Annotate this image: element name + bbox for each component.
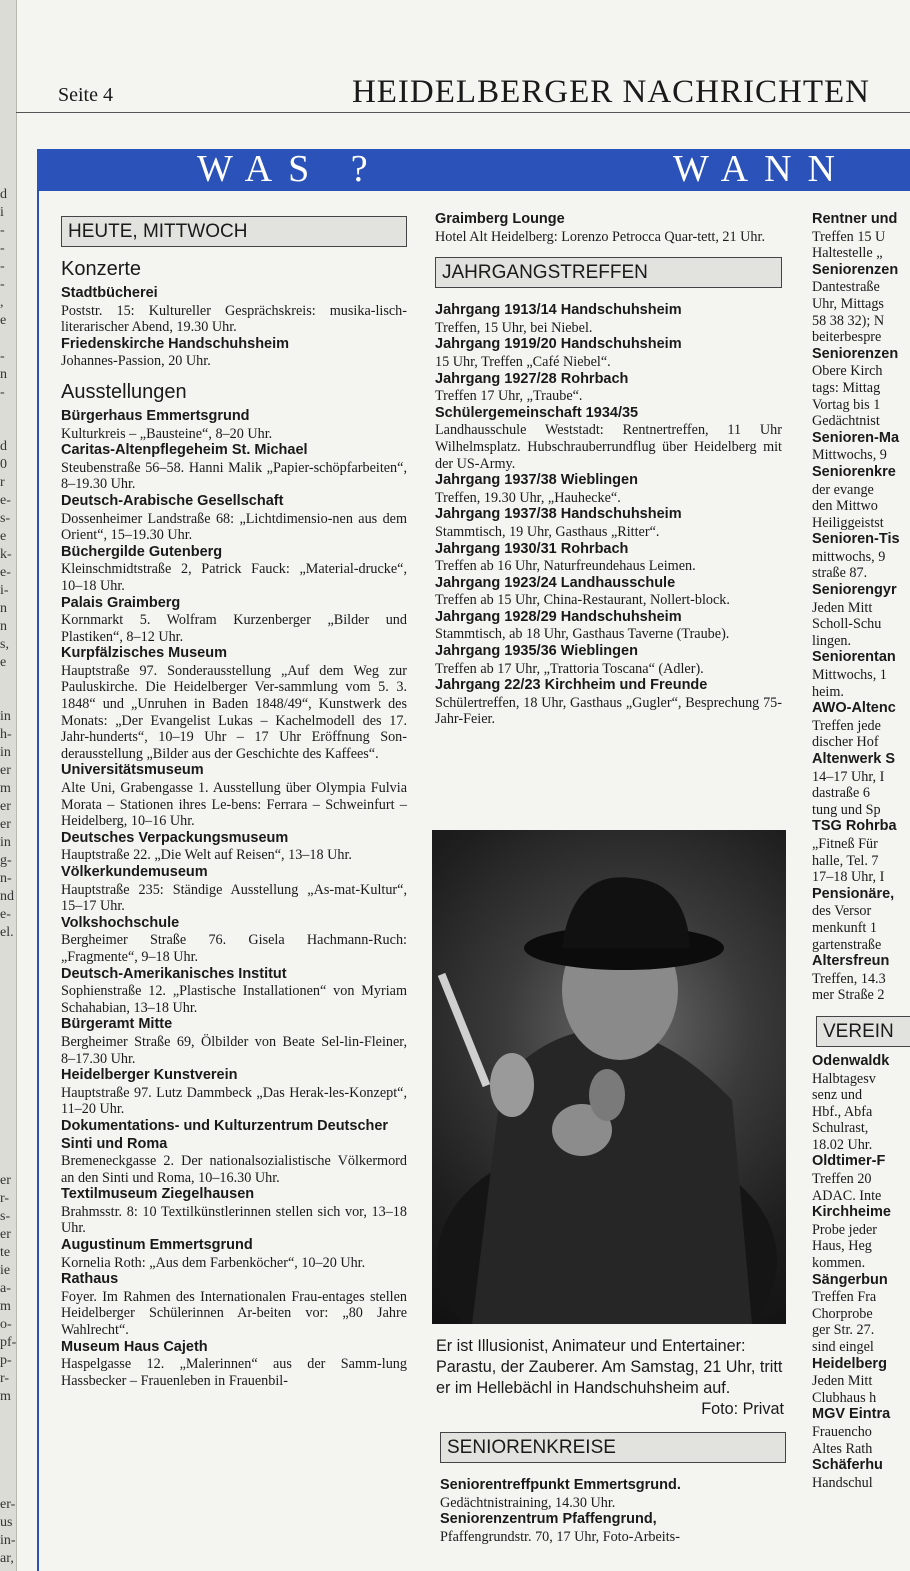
gutter-fragment: e	[0, 313, 7, 328]
newspaper-name: HEIDELBERGER NACHRICHTEN	[351, 74, 870, 110]
listing-text: Bremeneckgasse 2. Der nationalsozialistische Völkermord an den Sinti und Roma, 10–16.30 Uhr.	[61, 1153, 407, 1186]
gutter-fragment: s,	[0, 637, 9, 652]
listing-text: Kornelia Roth: „Aus dem Farbenköcher“, 10–20 Uhr.	[61, 1254, 366, 1271]
listing-text: 15 Uhr, Treffen „Café Niebel“.	[435, 353, 611, 370]
cropped-line: Pensionäre,	[812, 885, 895, 902]
cropped-line: MGV Eintra	[812, 1406, 891, 1423]
gutter-fragment	[0, 690, 18, 708]
listing-text: Schülertreffen, 18 Uhr, Gasthaus „Gugler“, Besprechung 75-Jahr-Feier.	[435, 694, 782, 728]
listing-name: Jahrgang 22/23 Kirchheim und Freunde	[435, 677, 708, 694]
gutter-fragment: us	[0, 1515, 13, 1530]
magician-illustration	[432, 830, 786, 1324]
cropped-line: Haltestelle „	[812, 245, 883, 262]
column-heute-mittwoch	[61, 216, 407, 1389]
cropped-line: Probe jeder	[812, 1221, 878, 1238]
cropped-line: Jeden Mitt	[812, 1373, 873, 1390]
cropped-line: Dantestraße	[812, 279, 880, 296]
listing-name: Bürgerhaus Emmertsgrund	[61, 407, 250, 424]
section-box-jahrgangstreffen: JAHRGANGSTREFFEN	[435, 257, 782, 288]
page-number: Seite 4	[58, 84, 113, 106]
cropped-line: sind eingel	[812, 1339, 874, 1355]
listing-text: Alte Uni, Grabengasse 1. Ausstellung über Olympia Fulvia Morata – Stationen ihres Le-bens: Ferrara – Schweinfurt – Heidelberg, 10–16 Uhr.	[61, 780, 407, 830]
listing-name: Jahrgang 1913/14 Handschuhsheim	[435, 302, 682, 319]
gutter-text-bottom	[0, 1172, 18, 1568]
listing-name: Universitätsmuseum	[61, 762, 204, 779]
gutter-fragment: i-	[0, 583, 9, 598]
cropped-line: Treffen, 14.3	[812, 970, 886, 987]
cropped-line: mittwochs, 9	[812, 548, 886, 565]
banner-was: WAS ?	[197, 148, 384, 190]
gutter-fragment: e-	[0, 565, 11, 580]
gutter-fragment: e-	[0, 493, 11, 508]
gutter-fragment: er	[0, 1173, 11, 1188]
listing-name: Jahrgang 1928/29 Handschuhsheim	[435, 608, 682, 625]
cropped-line: tung und Sp	[812, 801, 881, 818]
cropped-line: menkunft 1	[812, 919, 878, 936]
listing-text: Kulturkreis – „Bausteine“, 8–20 Uhr.	[61, 425, 273, 442]
listing-name: Jahrgang 1930/31 Rohrbach	[435, 540, 629, 557]
listing-text: Treffen ab 16 Uhr, Naturfreundehaus Leimen.	[435, 558, 696, 575]
cropped-line: Mittwochs, 9	[812, 447, 887, 464]
cropped-line: Obere Kirch	[812, 363, 883, 380]
cropped-line: 58 38 32); N	[812, 312, 885, 329]
gutter-fragment: el.	[0, 925, 14, 940]
gutter-fragment: p-	[0, 1353, 12, 1368]
cropped-line: Vortag bis 1	[812, 396, 881, 413]
gutter-fragment: m	[0, 781, 11, 796]
listing-text: Bergheimer Straße 69, Ölbilder von Beate Sel-lin-Fleiner, 8–17.30 Uhr.	[61, 1033, 407, 1067]
cropped-line: Seniorenzen	[812, 261, 899, 278]
gutter-fragment: ie	[0, 1263, 11, 1278]
listing-text: Bergheimer Straße 76. Gisela Hachmann-Ruch: „Fragmente“, 9–18 Uhr.	[61, 932, 407, 965]
cropped-line: senz und	[812, 1087, 863, 1104]
column-jahrgangstreffen	[435, 211, 782, 728]
gutter-fragment: d	[0, 187, 7, 202]
cropped-line: Mittwochs, 1	[812, 667, 887, 684]
gutter-fragment: -	[0, 385, 5, 400]
listing-name: Seniorentreffpunkt Emmertsgrund.	[440, 1477, 681, 1493]
gutter-fragment: ,	[0, 295, 4, 310]
gutter-fragment: n	[0, 601, 7, 616]
gutter-fragment	[0, 672, 18, 690]
cropped-line: Halbtagesv	[812, 1070, 876, 1087]
cropped-line: ger Str. 27.	[812, 1322, 875, 1339]
section-title: Konzerte	[61, 258, 142, 280]
cropped-line: TSG Rohrba	[812, 818, 897, 835]
listing-text: Dossenheimer Landstraße 68: „Lichtdimensio-nen aus dem Orient“, 15–19.30 Uhr.	[61, 510, 407, 544]
listing-text: Kleinschmidtstraße 2, Patrick Fauck: „Material-drucke“, 10–18 Uhr.	[61, 561, 407, 594]
listing-text: Stammtisch, ab 18 Uhr, Gasthaus Taverne (Traube).	[435, 626, 730, 643]
photo-magician	[432, 830, 786, 1324]
gutter-fragment: r-	[0, 1191, 10, 1206]
gutter-fragment: e	[0, 529, 7, 544]
cropped-line: beiterbespre	[812, 329, 882, 346]
gutter-fragment: -	[0, 349, 5, 364]
listing-name: Palais Graimberg	[61, 594, 181, 611]
cropped-line: Uhr, Mittags	[812, 295, 884, 312]
cropped-line: dastraße 6	[812, 785, 870, 802]
page-header	[16, 72, 910, 113]
gutter-fragment: n-	[0, 871, 12, 886]
listing-name: Büchergilde Gutenberg	[61, 543, 223, 560]
cropped-line: Hbf., Abfa	[812, 1103, 873, 1120]
cropped-line: Scholl-Schu	[812, 616, 882, 633]
listing-text: Foyer. Im Rahmen des Internationalen Frau-entages stellen Heidelberger Schülerinnen Ar-beiten vor: „80 Jahre Wahlrecht“.	[61, 1288, 407, 1339]
cropped-line: halle, Tel. 7	[812, 852, 879, 869]
gutter-fragment: s-	[0, 511, 11, 526]
photo-credit: Foto: Privat	[701, 1400, 784, 1418]
listing-text: Pfaffengrundstr. 70, 17 Uhr, Foto-Arbeits-	[440, 1528, 680, 1545]
cropped-line: Clubhaus h	[812, 1389, 877, 1406]
listing-name: Jahrgang 1919/20 Handschuhsheim	[435, 336, 682, 353]
gutter-fragment: h-	[0, 727, 12, 742]
cropped-line: „Fitneß Für	[812, 835, 878, 852]
gutter-fragment: in	[0, 745, 11, 760]
cropped-line: straße 87.	[812, 565, 868, 582]
listing-name: Schülergemeinschaft 1934/35	[435, 404, 639, 421]
cropped-line: 17–18 Uhr, I	[812, 869, 885, 886]
cropped-line: Kirchheime	[812, 1204, 891, 1221]
gutter-fragment: in	[0, 835, 11, 850]
cropped-line: Haus, Heg	[812, 1238, 872, 1255]
cropped-line: Frauencho	[812, 1423, 872, 1440]
listing-name: Seniorenzentrum Pfaffengrund,	[440, 1511, 657, 1528]
listing-name: Kurpfälzisches Museum	[61, 645, 227, 662]
gutter-fragment: e-	[0, 907, 11, 922]
section-title: Ausstellungen	[61, 380, 187, 403]
listing-text: Sophienstraße 12. „Plastische Installationen“ von Myriam Schahabian, 13–18 Uhr.	[61, 983, 407, 1016]
listing-name: Augustinum Emmertsgrund	[61, 1237, 253, 1254]
photo-caption	[436, 1336, 784, 1420]
cropped-line: 18.02 Uhr.	[812, 1136, 873, 1153]
gutter-fragment: er-	[0, 1497, 16, 1512]
banner-frame-line	[37, 191, 39, 1571]
listing-name: Jahrgang 1923/24 Landhausschule	[435, 574, 676, 591]
gutter-fragment: er	[0, 763, 11, 778]
listing-name: Textilmuseum Ziegelhausen	[61, 1186, 255, 1203]
listing-text: Treffen, 19.30 Uhr, „Hauhecke“.	[435, 489, 621, 506]
gutter-fragment: g-	[0, 853, 12, 868]
listing-text: Kornmarkt 5. Wolfram Kurzenberger „Bilder und Plastiken“, 8–12 Uhr.	[61, 612, 407, 645]
listing-name: Dokumentations- und Kulturzentrum Deutscher Sinti und Roma	[61, 1117, 389, 1152]
listing-text: Poststr. 15: Kultureller Gesprächskreis: musika-lisch-literarischer Abend, 19.30 Uhr.	[61, 302, 407, 336]
section-banner	[37, 149, 910, 191]
cropped-line: Seniorenzen	[812, 345, 899, 362]
listing-name: Friedenskirche Handschuhsheim	[61, 335, 290, 352]
cropped-line: Odenwaldk	[812, 1052, 890, 1069]
cropped-line: Treffen 15 U	[812, 228, 886, 245]
cropped-line: Altersfreun	[812, 953, 890, 970]
cropped-line: der evange	[812, 481, 874, 498]
listing-name: Deutsch-Amerikanisches Institut	[61, 965, 287, 982]
cropped-line: ADAC. Inte	[812, 1187, 882, 1204]
listing-text: Stammtisch, 19 Uhr, Gasthaus „Ritter“.	[435, 523, 660, 540]
cropped-line: den Mittwo	[812, 498, 878, 515]
gutter-fragment: k-	[0, 547, 12, 562]
listing-text: Treffen, 15 Uhr, bei Niebel.	[435, 319, 593, 336]
listing-text: Landhausschule Weststadt: Rentnertreffen, 11 Uhr Wilhelmsplatz. Hubschrauberrundflug über Heidelberg mit der US-Army.	[435, 422, 782, 472]
gutter-fragment: er	[0, 817, 11, 832]
gutter-fragment: r-	[0, 1371, 10, 1386]
section-box-heute: HEUTE, MITTWOCH	[61, 216, 407, 247]
banner-wann: WANN	[673, 148, 851, 190]
gutter-fragment	[0, 1442, 18, 1460]
cropped-line: Altenwerk S	[812, 751, 895, 767]
listing-name: Stadtbücherei	[61, 285, 158, 301]
column-cropped-right	[812, 211, 910, 1491]
cropped-line: heim.	[812, 683, 844, 700]
listing-text: Treffen 17 Uhr, „Traube“.	[435, 388, 583, 405]
listing-name: Graimberg Lounge	[435, 211, 565, 227]
listing-text: Johannes-Passion, 20 Uhr.	[61, 353, 211, 370]
listing-name: Jahrgang 1935/36 Wieblingen	[435, 643, 638, 660]
gutter-fragment: -	[0, 259, 5, 274]
gutter-fragment	[0, 1406, 18, 1424]
listing-text: Hauptstraße 235: Ständige Ausstellung „As-mat-Kultur“, 15–17 Uhr.	[61, 881, 407, 915]
gutter-fragment: 0	[0, 457, 7, 472]
listing-text: Treffen ab 17 Uhr, „Trattoria Toscana“ (Adler).	[435, 660, 704, 677]
cropped-line: Senioren-Tis	[812, 531, 900, 548]
gutter-fragment: s-	[0, 1209, 11, 1224]
listing-text: Hotel Alt Heidelberg: Lorenzo Petrocca Quar-tett, 21 Uhr.	[435, 228, 765, 245]
cropped-line: discher Hof	[812, 734, 879, 751]
gutter-fragment	[0, 420, 18, 438]
cropped-line: Seniorenkre	[812, 463, 896, 480]
gutter-fragment	[0, 1424, 18, 1442]
listing-name: Caritas-Altenpflegeheim St. Michael	[61, 442, 308, 459]
column-seniorenkreise	[440, 1432, 786, 1545]
cropped-line: kommen.	[812, 1255, 866, 1272]
gutter-fragment: -	[0, 241, 5, 256]
section-box-verein: VEREIN	[816, 1016, 910, 1047]
gutter-fragment: d	[0, 439, 7, 454]
listing-text: Brahmsstr. 8: 10 Textilkünstlerinnen stellen sich vor, 13–18 Uhr.	[61, 1203, 407, 1237]
listing-name: Deutsches Verpackungsmuseum	[61, 829, 289, 846]
listing-name: Museum Haus Cajeth	[61, 1338, 208, 1355]
gutter-fragment: pf-	[0, 1335, 17, 1350]
listing-name: Volkshochschule	[61, 914, 180, 931]
cropped-line: Schulrast,	[812, 1120, 869, 1137]
gutter-fragment: o-	[0, 1317, 12, 1332]
cropped-line: Oldtimer-F	[812, 1153, 886, 1170]
listing-text: Treffen ab 15 Uhr, China-Restaurant, Nollert-block.	[435, 592, 730, 609]
gutter-fragment: r	[0, 475, 5, 490]
cropped-line: Treffen Fra	[812, 1289, 877, 1306]
gutter-fragment	[0, 1478, 18, 1496]
gutter-text-top	[0, 186, 18, 942]
gutter-fragment: -	[0, 223, 5, 238]
cropped-line: Jeden Mitt	[812, 599, 873, 616]
cropped-line: Seniorengyr	[812, 582, 897, 599]
gutter-fragment: er	[0, 1227, 11, 1242]
listing-text: Hauptstraße 97. Lutz Dammbeck „Das Herak-les-Konzept“, 11–20 Uhr.	[61, 1084, 407, 1118]
cropped-line: Heiliggeistst	[812, 514, 884, 531]
cropped-line: Altes Rath	[812, 1440, 873, 1457]
cropped-line: AWO-Altenc	[812, 700, 896, 717]
gutter-fragment: te	[0, 1245, 11, 1260]
gutter-fragment: -	[0, 277, 5, 292]
listing-text: Haspelgasse 12. „Malerinnen“ aus der Samm-lung Hassbecker – Frauenleben in Frauenbil-	[61, 1356, 407, 1389]
cropped-line: Chorprobe	[812, 1305, 873, 1322]
cropped-line: Seniorentan	[812, 649, 896, 666]
listing-name: Bürgeramt Mitte	[61, 1016, 173, 1033]
cropped-line: Gedächtnist	[812, 413, 880, 430]
cropped-line: Senioren-Ma	[812, 429, 900, 446]
gutter-fragment: ar,	[0, 1551, 14, 1566]
listing-text: Steubenstraße 56–58. Hanni Malik „Papier-schöpfarbeiten“, 8–19.30 Uhr.	[61, 459, 407, 493]
listing-name: Deutsch-Arabische Gesellschaft	[61, 492, 284, 509]
listing-name: Jahrgang 1937/38 Handschuhsheim	[435, 506, 682, 523]
cropped-line: Schäferhu	[812, 1457, 883, 1474]
listing-text: Gedächtnistraining, 14.30 Uhr.	[440, 1494, 616, 1511]
cropped-line: Handschul	[812, 1474, 873, 1491]
gutter-fragment: e	[0, 655, 7, 670]
gutter-fragment: m	[0, 1389, 11, 1404]
caption-text: Er ist Illusionist, Animateur und Entertainer: Parastu, der Zauberer. Am Samstag, 21 Uhr, tritt er im Hellebächl in Handschuhsheim auf.	[436, 1337, 783, 1397]
listing-name: Völkerkundemuseum	[61, 864, 208, 880]
cropped-line: Treffen 20	[812, 1171, 872, 1188]
gutter-fragment: m	[0, 1299, 11, 1314]
listing-text: Hauptstraße 97. Sonderausstellung „Auf dem Weg zur Pauluskirche. Die Heidelberger Ver-sammlung vom 5. 3. 1848“ und „Unruhen in Baden 1848/49“, Kunstwerk des Monats: „Der Evangelist Lukas – Kachelmodell des 17. Jahr-hunderts“, 10–19 Uhr – 17 Uhr Eröffnung Son-derausstellung „Bilder aus der Geschichte des Kaffees“.	[61, 662, 407, 762]
gutter-fragment: er	[0, 799, 11, 814]
listing-name: Jahrgang 1937/38 Wieblingen	[435, 472, 638, 489]
listing-name: Heidelberger Kunstverein	[61, 1067, 238, 1084]
section-box-seniorenkreise: SENIORENKREISE	[440, 1432, 786, 1463]
cropped-line: 14–17 Uhr, I	[812, 768, 885, 785]
gutter-fragment: n	[0, 619, 7, 634]
cropped-line: Treffen jede	[812, 717, 881, 734]
cropped-line: Sängerbun	[812, 1271, 888, 1288]
gutter-fragment	[0, 402, 18, 420]
gutter-fragment: i	[0, 205, 4, 220]
gutter-fragment: a-	[0, 1281, 11, 1296]
gutter-fragment	[0, 1460, 18, 1478]
listing-name: Rathaus	[61, 1271, 119, 1288]
cropped-line: mer Straße 2	[812, 987, 885, 1004]
cropped-line: des Versor	[812, 903, 872, 920]
listing-name: Jahrgang 1927/28 Rohrbach	[435, 370, 629, 387]
gutter-fragment	[0, 330, 18, 348]
cropped-line: lingen.	[812, 632, 852, 649]
gutter-fragment: in	[0, 709, 11, 724]
cropped-line: Heidelberg	[812, 1355, 887, 1372]
gutter-fragment: in-	[0, 1533, 16, 1548]
cropped-line: Rentner und	[812, 211, 898, 227]
gutter-fragment: n	[0, 367, 7, 382]
cropped-line: tags: Mittag	[812, 379, 881, 396]
cropped-line: gartenstraße	[812, 936, 882, 953]
listing-text: Hauptstraße 22. „Die Welt auf Reisen“, 13–18 Uhr.	[61, 847, 352, 864]
gutter-fragment: nd	[0, 889, 14, 904]
